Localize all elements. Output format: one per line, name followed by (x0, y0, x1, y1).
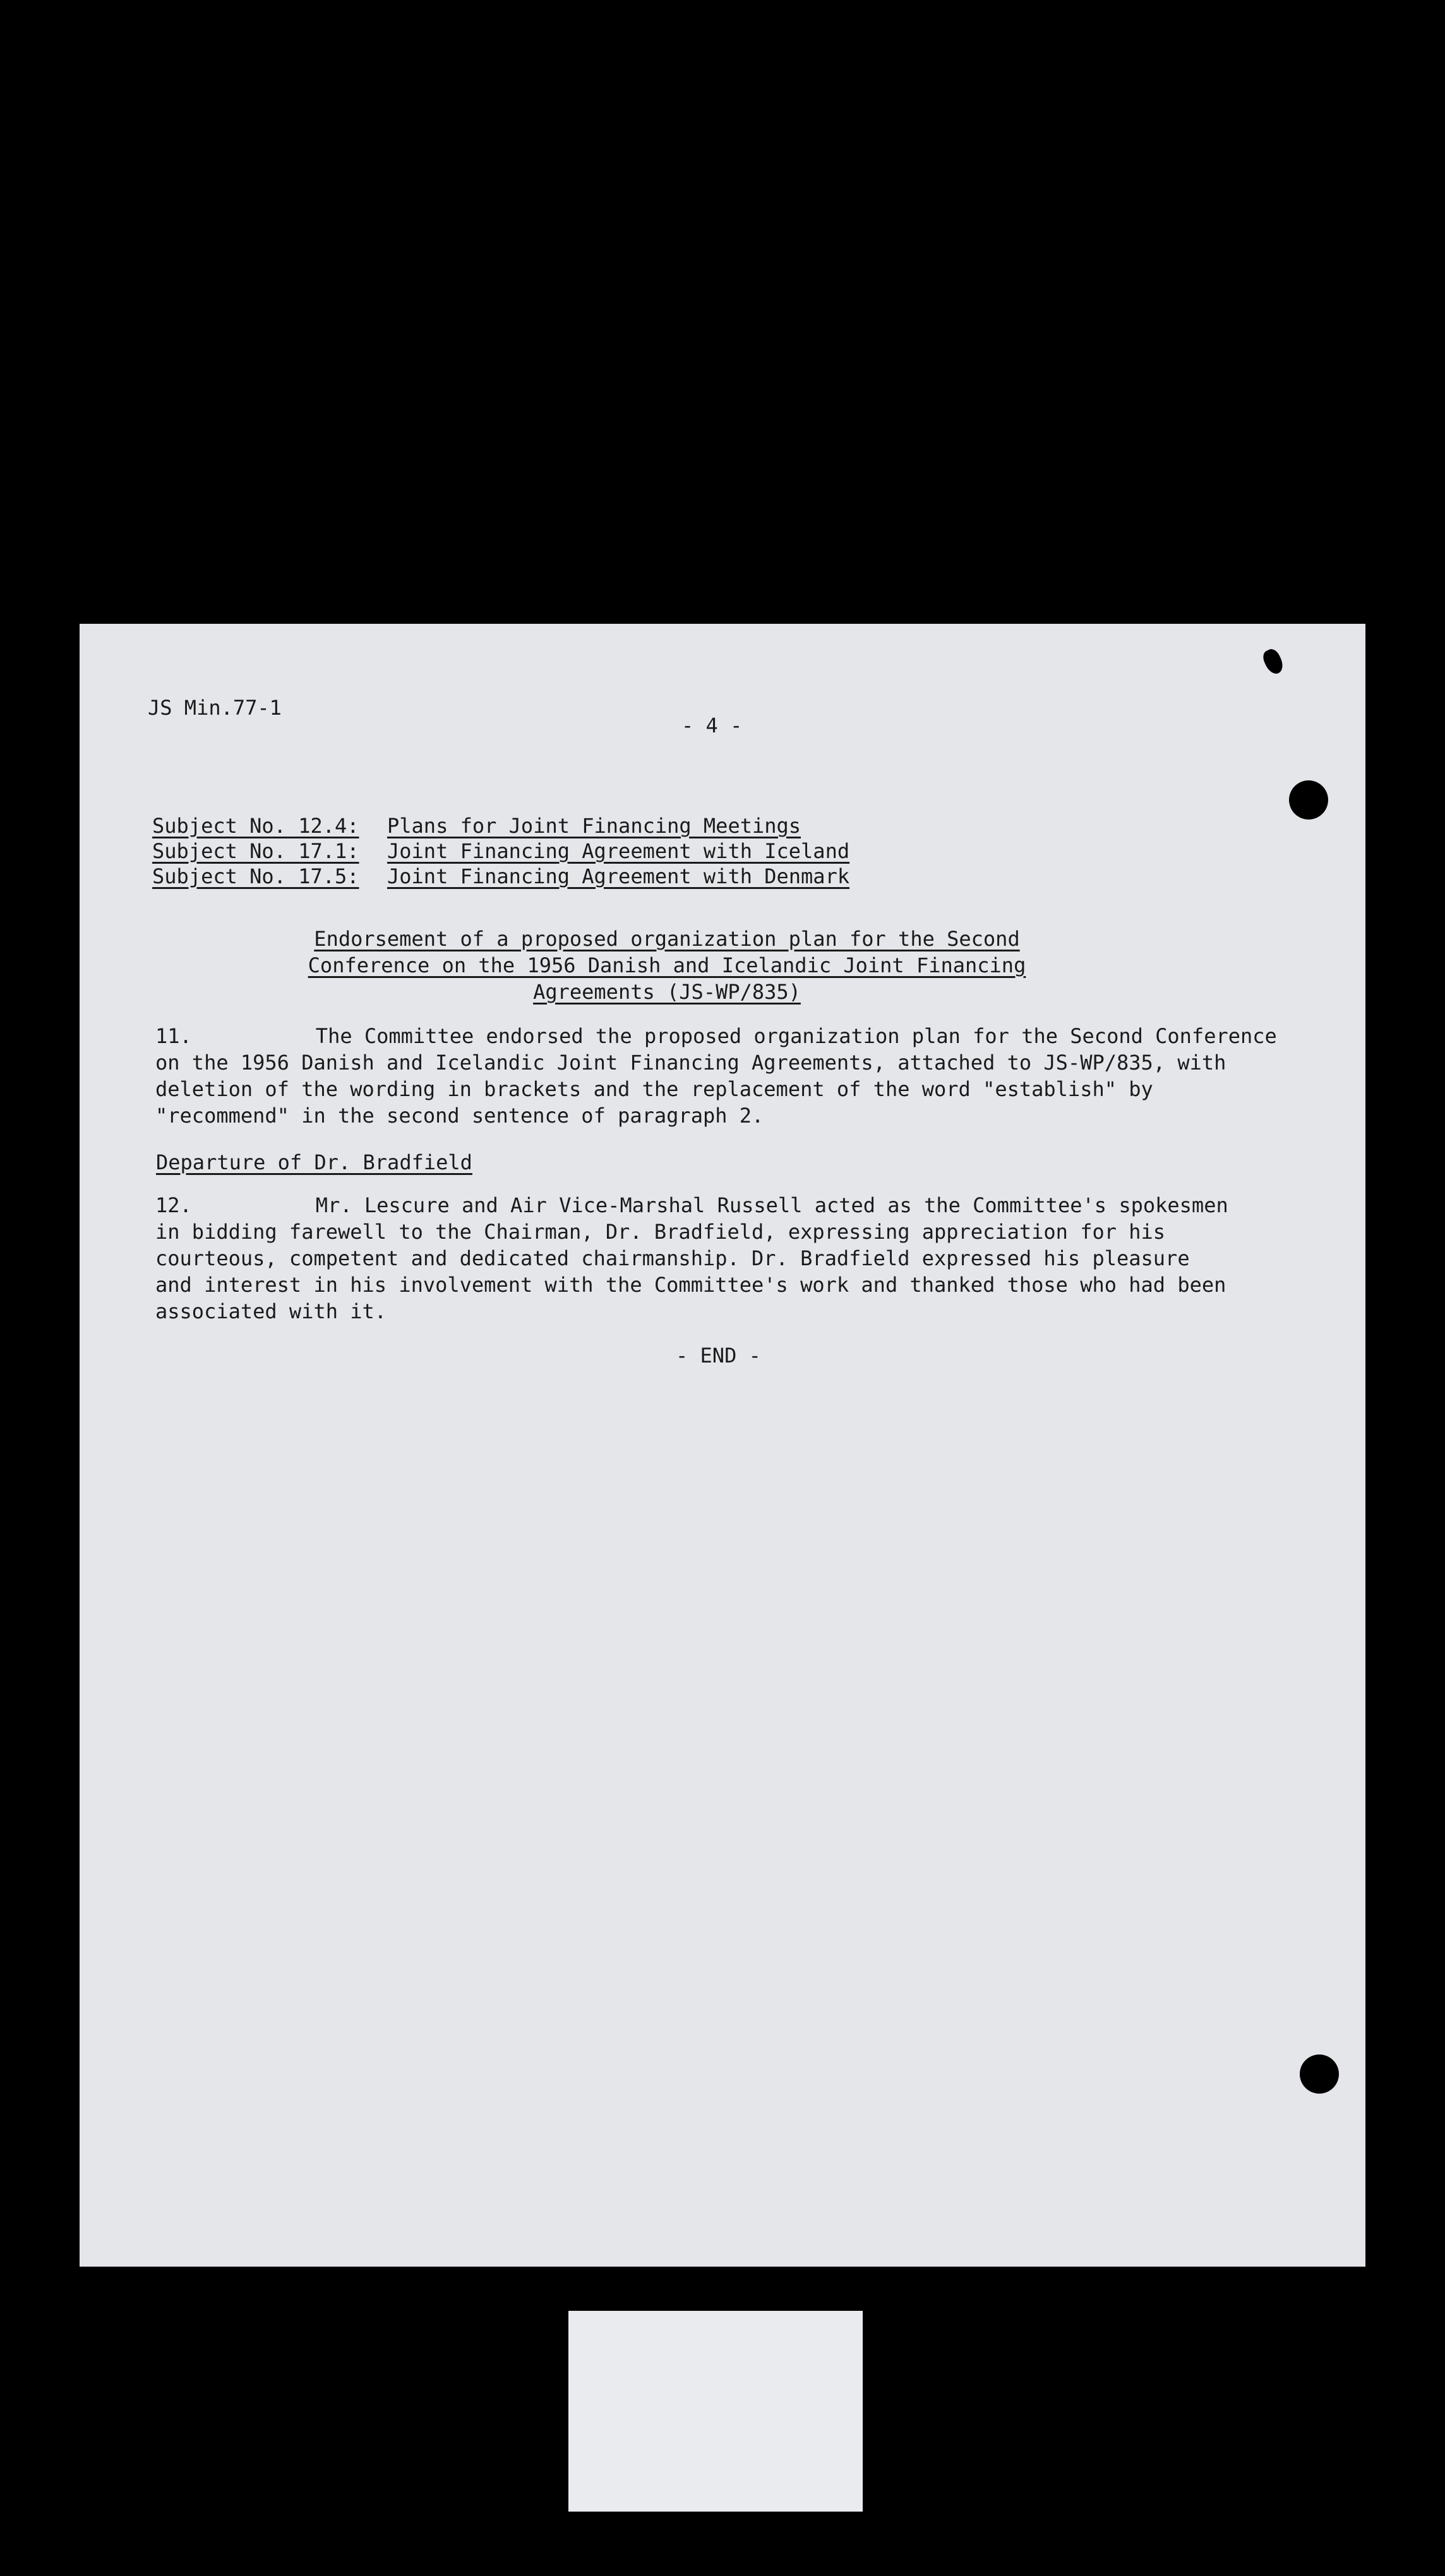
subject-title: Plans for Joint Financing Meetings (387, 814, 801, 838)
end-mark: - END - (676, 1344, 761, 1368)
blank-card (568, 2311, 863, 2512)
paragraph-12 (155, 1192, 1368, 1325)
paragraph-number: 11. (155, 1024, 192, 1048)
paragraph-text: The Committee endorsed the proposed organization plan for the Second Conference (315, 1024, 1277, 1048)
departure-heading (156, 1149, 472, 1176)
page-number: - 4 - (681, 713, 743, 737)
ink-blemish (1261, 647, 1286, 676)
section-heading: Departure of Dr. Bradfield (156, 1150, 472, 1174)
paragraph-line: "recommend" in the second sentence of paragraph 2. (155, 1104, 764, 1128)
document-reference: JS Min.77-1 (148, 696, 282, 720)
paragraph-line: deletion of the wording in brackets and the replacement of the word "establish" by (155, 1077, 1153, 1101)
document-page (80, 624, 1365, 2267)
paragraph-line: on the 1956 Danish and Icelandic Joint Financing Agreements, attached to JS-WP/835, with (155, 1051, 1226, 1075)
subject-list (152, 813, 849, 889)
subject-number: Subject No. 17.5: (152, 864, 359, 888)
subject-row (152, 864, 849, 889)
paragraph-number: 12. (155, 1193, 192, 1217)
paragraph-line: and interest in his involvement with the Committee's work and thanked those who had been (155, 1273, 1226, 1297)
endorsement-heading (269, 926, 1065, 1005)
punch-hole (1300, 2054, 1339, 2094)
paragraph-line: associated with it. (155, 1299, 387, 1323)
paragraph-text: Mr. Lescure and Air Vice-Marshal Russell acted as the Committee's spokesmen (315, 1193, 1228, 1217)
paragraph-line (155, 1192, 1368, 1219)
subject-title: Joint Financing Agreement with Denmark (387, 864, 850, 888)
subject-number: Subject No. 17.1: (152, 839, 359, 863)
subject-title: Joint Financing Agreement with Iceland (387, 839, 850, 863)
paragraph-line (155, 1023, 1368, 1049)
heading-line: Agreements (JS-WP/835) (533, 980, 801, 1004)
subject-row (152, 813, 849, 838)
subject-number: Subject No. 12.4: (152, 814, 359, 838)
heading-line: Endorsement of a proposed organization plan for the Second (314, 927, 1020, 951)
paragraph-line: in bidding farewell to the Chairman, Dr. Bradfield, expressing appreciation for his (155, 1220, 1166, 1244)
paragraph-line: courteous, competent and dedicated chairmanship. Dr. Bradfield expressed his pleasure (155, 1246, 1190, 1270)
subject-row (152, 838, 849, 864)
heading-line: Conference on the 1956 Danish and Icelandic Joint Financing (308, 953, 1026, 977)
punch-hole (1289, 780, 1328, 820)
paragraph-11 (155, 1023, 1368, 1129)
